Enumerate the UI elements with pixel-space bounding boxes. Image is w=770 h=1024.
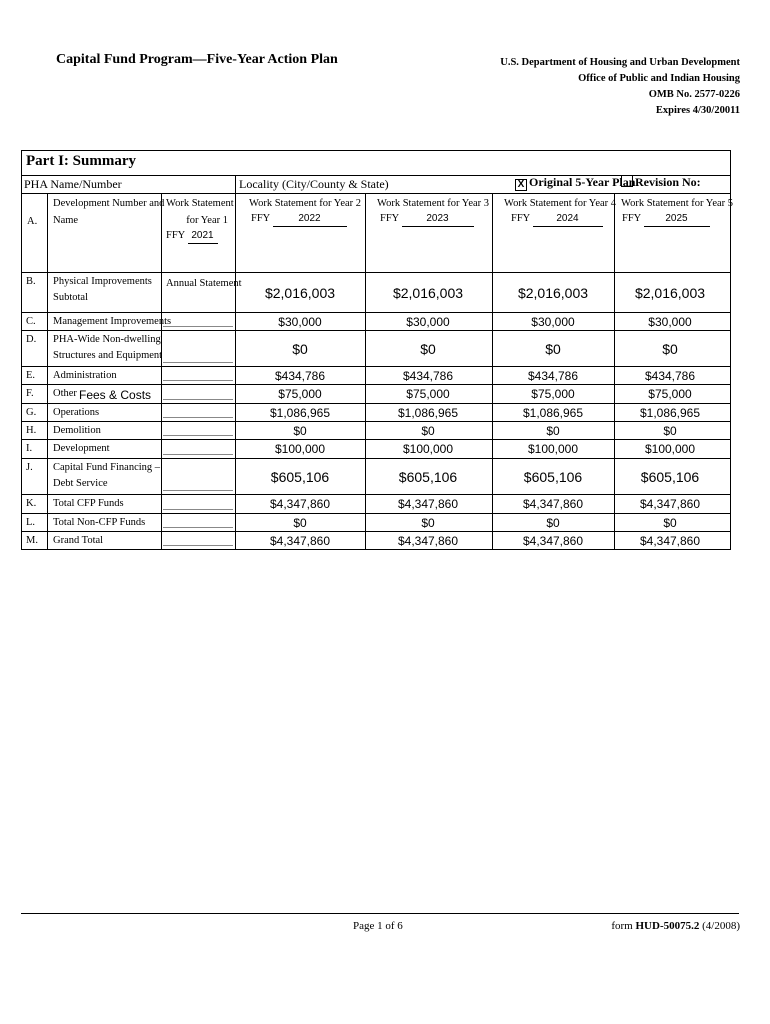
ws-year4-header: Work Statement for Year 4 xyxy=(504,198,617,209)
amount-year2[interactable]: $0 xyxy=(293,515,307,530)
ws-year1-header xyxy=(166,197,234,228)
pha-name-label: PHA Name/Number xyxy=(24,177,122,191)
row-label-line2: Structures and Equipment xyxy=(53,350,163,361)
amount-year5[interactable]: $0 xyxy=(663,423,677,438)
year1-entry-field[interactable] xyxy=(163,527,233,528)
year1-entry-field[interactable] xyxy=(163,326,233,327)
amount-year2[interactable]: $434,786 xyxy=(274,368,326,383)
ffy-year2-value[interactable]: 2022 xyxy=(273,212,347,227)
amount-year5[interactable]: $75,000 xyxy=(648,387,692,401)
other-description[interactable]: Fees & Costs xyxy=(79,388,152,402)
amount-year3[interactable]: $2,016,003 xyxy=(392,284,464,301)
row-label xyxy=(53,406,99,420)
amount-year4[interactable]: $0 xyxy=(546,423,560,438)
amount-year3[interactable]: $4,347,860 xyxy=(397,497,459,511)
row-label-line1: Capital Fund Financing – xyxy=(53,462,161,473)
year1-entry-field[interactable] xyxy=(163,362,233,363)
ws-year1-line2: for Year 1 xyxy=(186,215,228,226)
year1-entry-field[interactable] xyxy=(163,545,233,546)
amount-year3[interactable]: $30,000 xyxy=(406,314,450,329)
row-letter-a: A. xyxy=(27,216,38,227)
year1-entry-field[interactable] xyxy=(163,435,233,436)
rule xyxy=(47,193,48,550)
row-label-line2: Debt Service xyxy=(53,478,108,489)
ws-year3-header: Work Statement for Year 3 xyxy=(377,198,490,209)
original-plan-checkbox[interactable]: X xyxy=(515,179,527,191)
amount-year4[interactable]: $4,347,860 xyxy=(522,497,584,511)
revision-label: Revision No: xyxy=(635,175,701,189)
agency-block xyxy=(500,55,740,119)
form-title: Capital Fund Program—Five-Year Action Plan xyxy=(56,52,338,67)
revision-checkbox[interactable] xyxy=(621,175,633,187)
row-label-line1: Total Non-CFP Funds xyxy=(53,517,146,528)
rule xyxy=(21,330,731,331)
row-label-line1: Physical Improvements xyxy=(53,276,152,287)
row-letter: I. xyxy=(26,443,33,454)
ffy-year3-value[interactable]: 2023 xyxy=(402,212,474,227)
row-letter: M. xyxy=(26,535,38,546)
year1-entry-field[interactable] xyxy=(163,490,233,491)
row-label xyxy=(53,442,110,456)
row-label xyxy=(53,497,124,511)
ffy-year1-value[interactable]: 2021 xyxy=(188,229,218,244)
omb-number: OMB No. 2577-0226 xyxy=(648,89,740,100)
row-label-line1: Other xyxy=(53,388,77,399)
row-label-line1: Demolition xyxy=(53,425,101,436)
amount-year3[interactable]: $0 xyxy=(420,340,436,357)
row-label-line1: Management Improvements xyxy=(53,316,172,327)
rule xyxy=(161,193,162,550)
ws-year1-ffy xyxy=(166,229,218,244)
year1-entry-field[interactable] xyxy=(163,417,233,418)
amount-year3[interactable]: $0 xyxy=(421,423,435,438)
row-letter: B. xyxy=(26,276,36,287)
dev-number-header-line2: Name xyxy=(53,215,79,226)
amount-year2[interactable]: $30,000 xyxy=(278,314,322,329)
ws-year5-ffy xyxy=(622,212,710,227)
amount-year2[interactable]: $4,347,860 xyxy=(269,533,331,548)
annual-statement-label: Annual Statement xyxy=(166,278,242,289)
part-title: Part I: Summary xyxy=(26,153,136,169)
rule xyxy=(235,175,236,550)
amount-year4[interactable]: $0 xyxy=(546,515,560,530)
amount-year5[interactable]: $4,347,860 xyxy=(639,497,701,511)
ws-year3-ffy xyxy=(380,212,474,227)
revision-option[interactable] xyxy=(621,175,701,190)
rule xyxy=(21,366,731,367)
row-letter: C. xyxy=(26,316,36,327)
row-label xyxy=(53,534,103,548)
ffy-label: FFY xyxy=(166,230,185,241)
row-letter: E. xyxy=(26,370,36,381)
row-letter: L. xyxy=(26,517,36,528)
rule xyxy=(21,193,731,194)
rule xyxy=(21,513,731,514)
row-letter: K. xyxy=(26,498,37,509)
amount-year2[interactable]: $1,086,965 xyxy=(269,405,331,420)
agency-office: Office of Public and Indian Housing xyxy=(578,73,740,84)
amount-year5[interactable]: $100,000 xyxy=(644,442,696,456)
row-label-line1: Total CFP Funds xyxy=(53,498,124,509)
row-label xyxy=(53,333,162,363)
form-number: HUD-50075.2 xyxy=(635,920,700,932)
ffy-label: FFY xyxy=(622,213,641,224)
year1-entry-field[interactable] xyxy=(163,399,233,400)
row-label xyxy=(53,461,160,491)
form-date: (4/2008) xyxy=(702,920,740,932)
amount-year2[interactable]: $2,016,003 xyxy=(264,284,336,301)
row-label-line1: Grand Total xyxy=(53,535,104,546)
row-label-line1: Operations xyxy=(53,407,100,418)
rule xyxy=(365,193,366,550)
ffy-label: FFY xyxy=(251,213,270,224)
rule xyxy=(21,494,731,495)
amount-year4[interactable]: $0 xyxy=(545,340,561,357)
amount-year5[interactable]: $30,000 xyxy=(648,314,692,329)
amount-year5[interactable]: $0 xyxy=(663,515,677,530)
dev-number-header-line1: Development Number and xyxy=(53,198,165,209)
amount-year3[interactable]: $0 xyxy=(421,515,435,530)
original-plan-option[interactable] xyxy=(515,175,635,191)
ffy-year4-value[interactable]: 2024 xyxy=(533,212,603,227)
row-label-line1: PHA-Wide Non-dwelling xyxy=(53,334,161,345)
original-plan-label: Original 5-Year Plan xyxy=(529,175,636,189)
agency-dept: U.S. Department of Housing and Urban Development xyxy=(500,57,740,68)
row-letter: H. xyxy=(26,425,37,436)
form-id xyxy=(611,920,740,932)
amount-year3[interactable]: $75,000 xyxy=(406,387,450,401)
footer-rule xyxy=(21,913,739,914)
row-label xyxy=(53,424,101,438)
row-letter: D. xyxy=(26,334,37,345)
form-prefix: form xyxy=(611,920,633,932)
ffy-label: FFY xyxy=(511,213,530,224)
amount-year2[interactable]: $0 xyxy=(293,423,307,438)
ws-year2-header: Work Statement for Year 2 xyxy=(249,198,362,209)
amount-year4[interactable]: $1,086,965 xyxy=(522,405,584,420)
row-label-line2: Subtotal xyxy=(53,292,89,303)
row-label-line1: Development xyxy=(53,443,110,454)
rule xyxy=(21,421,731,422)
rule xyxy=(21,403,731,404)
amount-year5[interactable]: $4,347,860 xyxy=(639,533,701,548)
ffy-year5-value[interactable]: 2025 xyxy=(644,212,710,227)
amount-year2[interactable]: $605,106 xyxy=(270,468,330,485)
amount-year5[interactable]: $1,086,965 xyxy=(639,405,701,420)
rule xyxy=(21,531,731,532)
amount-year2[interactable]: $4,347,860 xyxy=(269,497,331,511)
row-label xyxy=(53,516,145,530)
row-label xyxy=(53,275,152,305)
expiry-date: Expires 4/30/20011 xyxy=(655,105,740,116)
amount-year4[interactable]: $434,786 xyxy=(527,368,579,383)
amount-year4[interactable]: $605,106 xyxy=(523,468,583,485)
amount-year4[interactable]: $75,000 xyxy=(531,387,575,401)
rule xyxy=(21,439,731,440)
row-letter: G. xyxy=(26,407,37,418)
amount-year3[interactable]: $1,086,965 xyxy=(397,405,459,420)
dev-number-header xyxy=(53,197,164,228)
year1-entry-field[interactable] xyxy=(163,380,233,381)
row-label xyxy=(53,369,117,383)
ffy-label: FFY xyxy=(380,213,399,224)
row-label-line1: Administration xyxy=(53,370,117,381)
amount-year3[interactable]: $4,347,860 xyxy=(397,533,459,548)
rule xyxy=(21,312,731,313)
locality-label: Locality (City/County & State) xyxy=(239,177,389,191)
row-letter: J. xyxy=(26,462,33,473)
ws-year1-line1: Work Statement xyxy=(166,198,234,209)
amount-year4[interactable]: $30,000 xyxy=(531,314,575,329)
amount-year3[interactable]: $100,000 xyxy=(402,442,454,456)
ws-year4-ffy xyxy=(511,212,603,227)
amount-year4[interactable]: $4,347,860 xyxy=(522,533,584,548)
year1-entry-field[interactable] xyxy=(163,509,233,510)
amount-year2[interactable]: $100,000 xyxy=(274,442,326,456)
amount-year5[interactable]: $605,106 xyxy=(640,468,700,485)
row-letter: F. xyxy=(26,388,34,399)
amount-year5[interactable]: $0 xyxy=(662,340,678,357)
page-number: Page 1 of 6 xyxy=(353,920,403,932)
ws-year5-header: Work Statement for Year 5 xyxy=(621,198,734,209)
year1-entry-field[interactable] xyxy=(163,454,233,455)
row-label xyxy=(53,315,171,329)
amount-year5[interactable]: $2,016,003 xyxy=(634,284,706,301)
amount-year4[interactable]: $100,000 xyxy=(527,442,579,456)
amount-year5[interactable]: $434,786 xyxy=(644,368,696,383)
amount-year4[interactable]: $2,016,003 xyxy=(517,284,589,301)
amount-year3[interactable]: $605,106 xyxy=(398,468,458,485)
amount-year2[interactable]: $0 xyxy=(292,340,308,357)
rule xyxy=(21,384,731,385)
ws-year2-ffy xyxy=(251,212,347,227)
row-label xyxy=(53,387,77,401)
amount-year2[interactable]: $75,000 xyxy=(278,387,322,401)
amount-year3[interactable]: $434,786 xyxy=(402,368,454,383)
rule xyxy=(21,458,731,459)
rule xyxy=(21,272,731,273)
